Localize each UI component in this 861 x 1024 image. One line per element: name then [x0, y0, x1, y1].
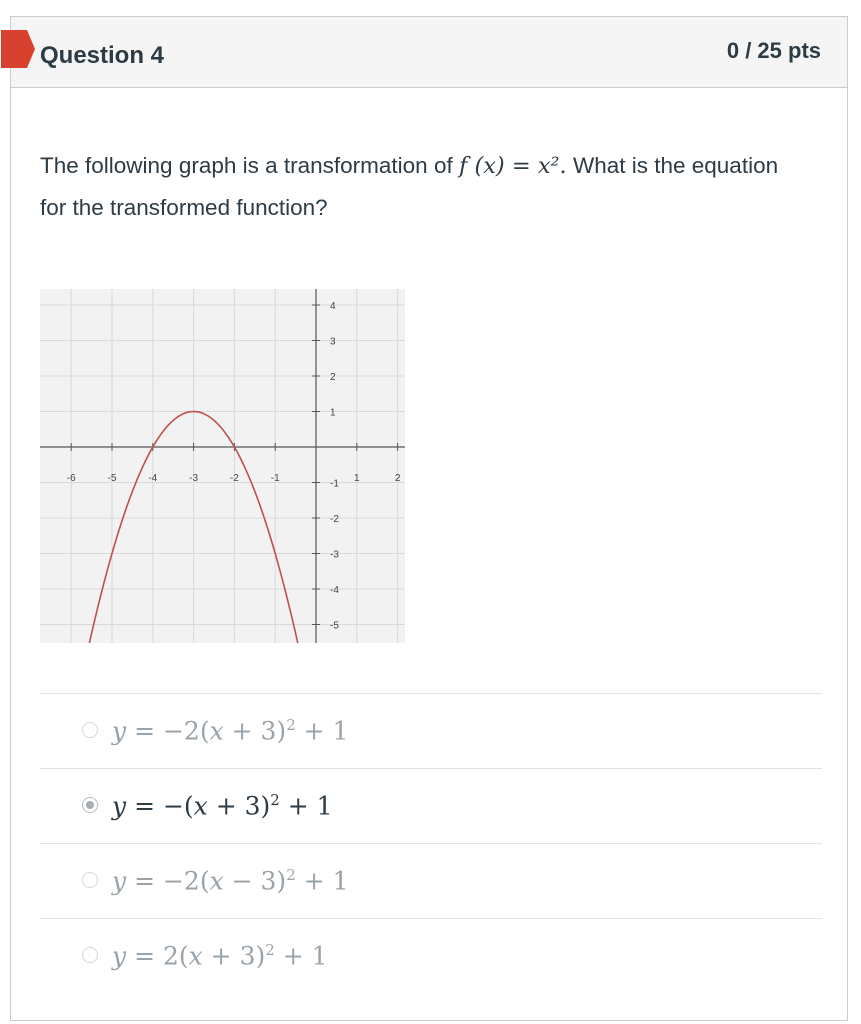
- y-tick-label: -2: [330, 514, 339, 525]
- x-tick-label: 1: [354, 473, 360, 484]
- x-tick-label: 2: [394, 473, 401, 484]
- y-tick-label: 2: [330, 372, 336, 383]
- y-tick-label: -3: [330, 549, 339, 561]
- answer-option[interactable]: [40, 693, 822, 768]
- x-tick-label: -4: [148, 473, 158, 484]
- answer-radio[interactable]: [82, 947, 98, 963]
- answer-equation: $y = -(x + 3)^2 + 1$: [112, 791, 333, 821]
- x-tick-label: -3: [189, 473, 199, 484]
- x-tick-label: -2: [229, 473, 239, 484]
- y-tick-label: -5: [330, 620, 339, 632]
- question-points: 0 / 25 pts: [726, 38, 821, 63]
- answer-option[interactable]: [40, 768, 822, 843]
- y-tick-label: 4: [330, 301, 336, 312]
- answer-radio[interactable]: [82, 722, 98, 738]
- answer-equation: $y = -2(x + 3)^2 + 1$: [112, 716, 349, 746]
- y-tick-label: 3: [330, 336, 336, 348]
- answer-radio[interactable]: [82, 797, 98, 813]
- prompt-text-end: What is the equation for the transformed function?: [40, 153, 779, 220]
- answer-list: [40, 693, 822, 993]
- y-tick-label: -1: [330, 478, 339, 490]
- question-header: [11, 17, 847, 88]
- answer-equation: $y = -2(x - 3)^2 + 1$: [112, 866, 349, 896]
- question-card: [10, 16, 848, 1021]
- parabola-graph: [40, 289, 405, 643]
- y-tick-label: -4: [330, 585, 339, 596]
- prompt-math: f (x) = x².: [458, 153, 567, 179]
- answer-radio[interactable]: [82, 872, 98, 888]
- x-tick-label: -5: [107, 473, 117, 484]
- graph-background: [40, 289, 405, 643]
- graph-grid: [40, 289, 405, 643]
- question-title: Question 4: [40, 42, 165, 69]
- question-prompt: [40, 145, 810, 228]
- prompt-text-start: The following graph is a transformation of: [40, 153, 459, 178]
- answer-option[interactable]: [40, 843, 822, 918]
- answer-equation: $y = 2(x + 3)^2 + 1$: [112, 941, 328, 971]
- y-tick-label: 1: [330, 407, 336, 419]
- x-tick-label: -6: [66, 473, 76, 484]
- answer-option[interactable]: [40, 918, 822, 993]
- x-tick-label: -1: [270, 473, 280, 484]
- flag-icon[interactable]: [1, 30, 37, 68]
